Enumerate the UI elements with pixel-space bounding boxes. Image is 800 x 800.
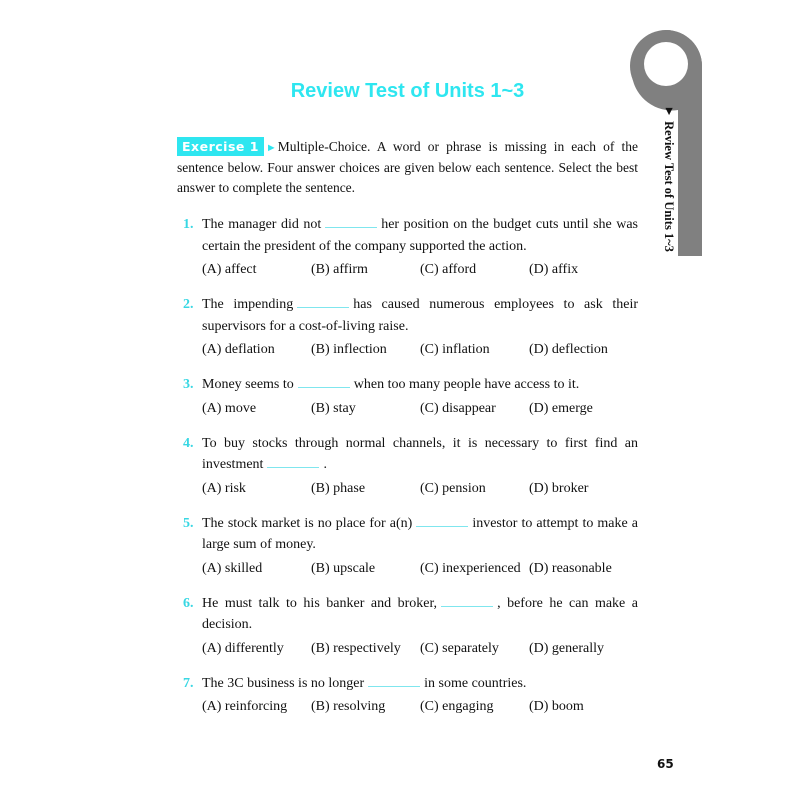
answer-choices — [202, 479, 638, 499]
question-text-after: when too many people have access to it. — [353, 377, 580, 392]
question-number: 4. — [183, 435, 194, 451]
answer-choice-b[interactable]: (B) inflection — [311, 342, 387, 357]
question-text-before: He must talk to his banker and broker, — [202, 595, 438, 611]
answer-blank — [325, 215, 377, 228]
answer-blank — [368, 674, 420, 687]
answer-choice-d[interactable]: (D) generally — [529, 640, 605, 656]
question-number: 2. — [183, 297, 194, 312]
answer-choice-c[interactable]: (C) pension — [420, 480, 486, 496]
answer-choice-b[interactable]: (B) stay — [311, 400, 356, 416]
question-list — [183, 214, 638, 731]
answer-choices — [202, 340, 638, 360]
side-tab-label: ▼ Review Test of Units 1~3 — [662, 104, 676, 252]
question-item — [183, 214, 638, 280]
answer-choice-d[interactable]: (D) affix — [529, 262, 579, 277]
question-text-before: The stock market is no place for a(n) — [202, 515, 413, 531]
question-item — [183, 433, 638, 499]
answer-choice-d[interactable]: (D) reasonable — [529, 560, 612, 576]
answer-choices — [202, 260, 638, 280]
question-item — [183, 374, 638, 419]
answer-choice-b[interactable]: (B) resolving — [311, 699, 386, 714]
question-text-after: . — [323, 457, 327, 472]
question-text-before: To buy stocks through normal channels, it is necessary to first find an investment — [202, 435, 638, 472]
bookmark-hole — [644, 42, 688, 86]
answer-choice-b[interactable]: (B) respectively — [311, 640, 401, 656]
answer-choice-c[interactable]: (C) separately — [420, 640, 499, 656]
answer-choice-b[interactable]: (B) affirm — [311, 262, 368, 277]
arrow-right-icon: ► — [265, 142, 277, 154]
question-item — [183, 513, 638, 579]
answer-choice-c[interactable]: (C) disappear — [420, 400, 496, 416]
question-text — [202, 374, 638, 396]
question-number: 1. — [183, 217, 194, 232]
question-number: 3. — [183, 377, 194, 392]
question-text-before: The impending — [202, 297, 294, 312]
answer-blank — [297, 295, 349, 308]
answer-choice-c[interactable]: (C) inflation — [420, 342, 490, 357]
question-number: 5. — [183, 515, 194, 531]
question-text-after: investor to attempt to make a large sum of money. — [202, 515, 638, 552]
question-item — [183, 673, 638, 718]
question-text — [202, 593, 638, 636]
question-text — [202, 214, 638, 257]
answer-choice-a[interactable]: (A) move — [202, 400, 257, 416]
answer-choice-a[interactable]: (A) skilled — [202, 560, 263, 576]
page-title: Review Test of Units 1~3 — [290, 80, 525, 102]
answer-choice-c[interactable]: (C) engaging — [420, 699, 494, 714]
question-text — [202, 294, 638, 337]
answer-choice-a[interactable]: (A) deflation — [202, 342, 275, 357]
answer-choice-a[interactable]: (A) reinforcing — [202, 699, 288, 714]
answer-choice-c[interactable]: (C) inexperienced — [420, 560, 521, 576]
question-text-after: her position on the budget cuts until she was certain the president of the company supported the action. — [202, 217, 638, 254]
question-text-after: has caused numerous employees to ask their supervisors for a cost-of-living raise. — [202, 297, 638, 334]
answer-choices — [202, 399, 638, 419]
instructions-text: Multiple-Choice. A word or phrase is missing in each of the sentence below. Four answer choices are given below each sentence. Select the best answer to complete the sentence. — [177, 139, 638, 195]
answer-blank — [416, 514, 468, 527]
question-number: 7. — [183, 675, 194, 691]
answer-choice-a[interactable]: (A) differently — [202, 640, 284, 656]
answer-choice-b[interactable]: (B) phase — [311, 480, 366, 496]
answer-choice-a[interactable]: (A) risk — [202, 480, 246, 496]
answer-blank — [298, 375, 350, 388]
question-item — [183, 593, 638, 659]
answer-choice-d[interactable]: (D) boom — [529, 699, 584, 714]
exercise-badge: Exercise 1 — [177, 137, 264, 156]
answer-choice-d[interactable]: (D) broker — [529, 480, 589, 496]
answer-choice-a[interactable]: (A) affect — [202, 262, 257, 277]
question-text-before: Money seems to — [202, 377, 294, 392]
question-text-before: The 3C business is no longer — [202, 675, 365, 691]
question-text-after: , before he can make a decision. — [202, 595, 638, 632]
question-item — [183, 294, 638, 360]
page-number: 65 — [657, 757, 674, 771]
answer-choices — [202, 559, 638, 579]
question-text-after: in some countries. — [424, 675, 527, 691]
answer-choice-b[interactable]: (B) upscale — [311, 560, 376, 576]
answer-choices — [202, 639, 638, 659]
answer-choice-d[interactable]: (D) emerge — [529, 400, 593, 416]
question-text — [202, 433, 638, 476]
answer-choice-c[interactable]: (C) afford — [420, 262, 477, 277]
question-text — [202, 673, 638, 695]
exercise-instructions — [177, 137, 638, 198]
answer-choices — [202, 697, 638, 717]
answer-blank — [441, 594, 493, 607]
question-text — [202, 513, 638, 556]
question-text-before: The manager did not — [202, 217, 322, 232]
answer-blank — [267, 455, 319, 468]
question-number: 6. — [183, 595, 194, 611]
answer-choice-d[interactable]: (D) deflection — [529, 342, 608, 357]
